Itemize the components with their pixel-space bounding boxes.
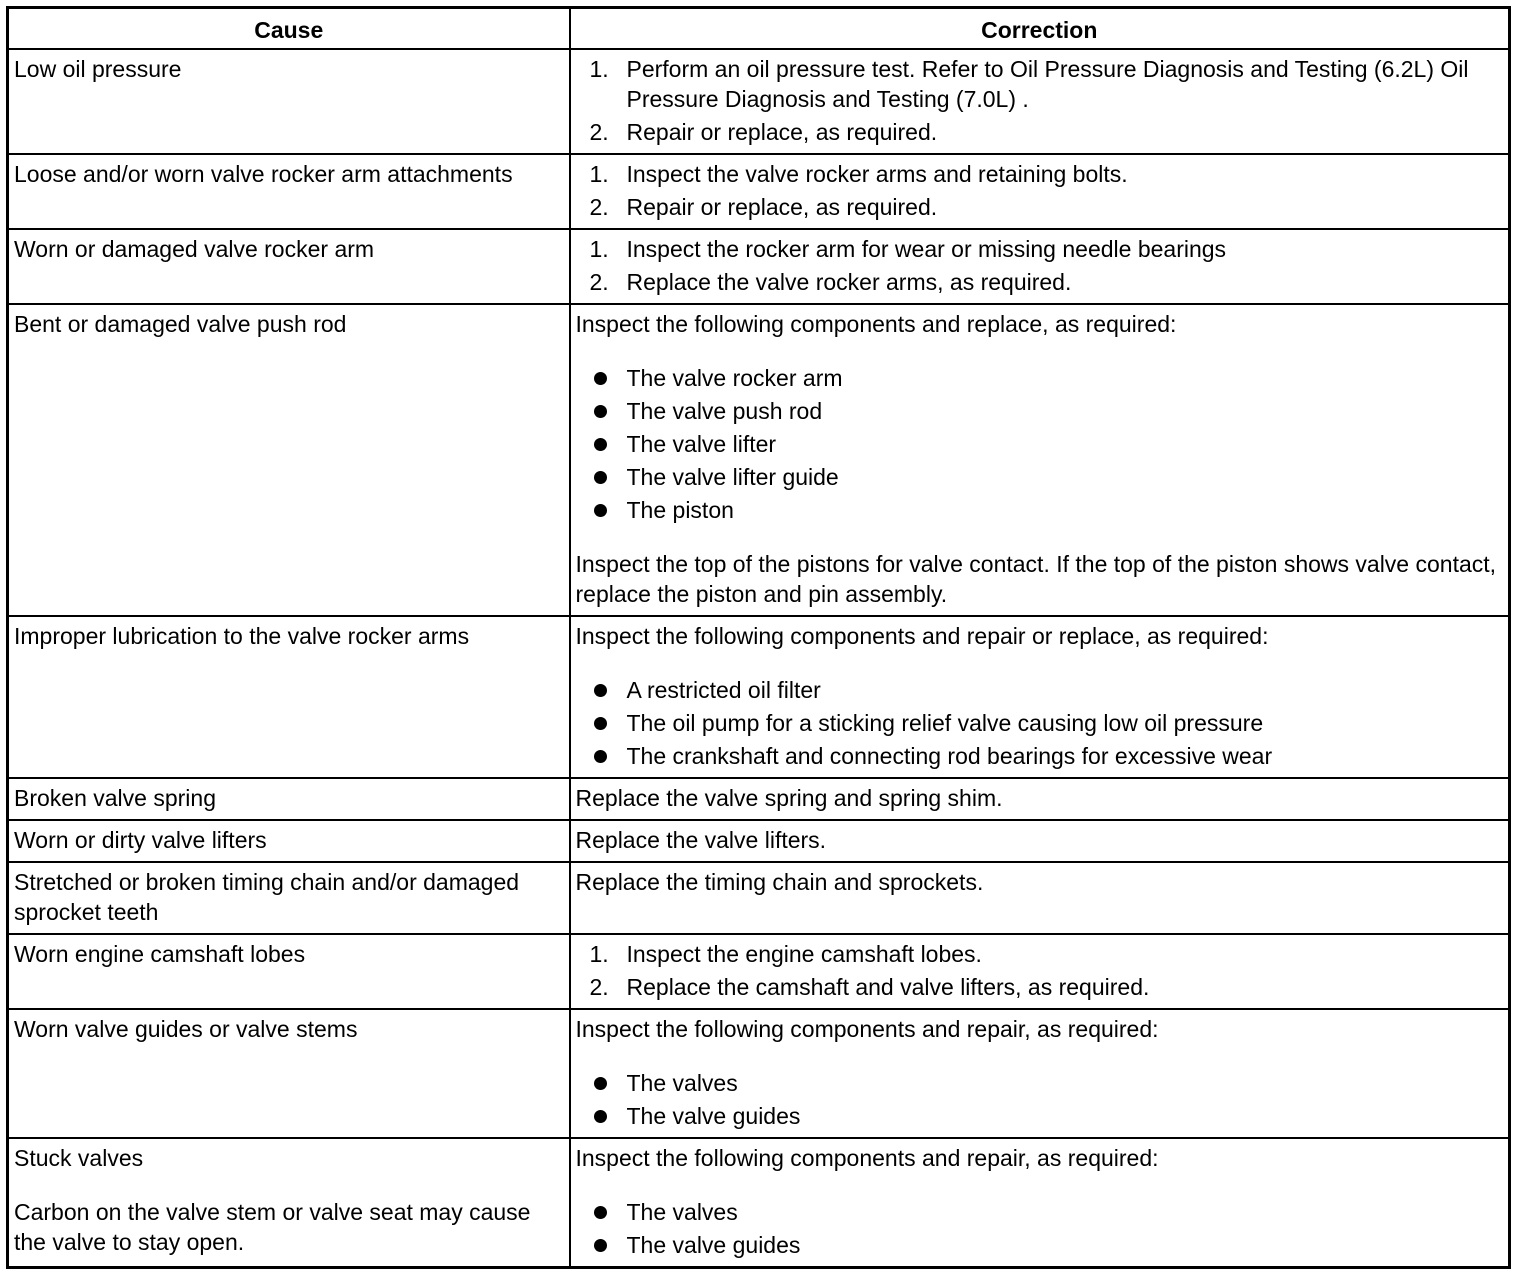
table-row	[8, 1009, 1510, 1138]
table-row	[8, 304, 1510, 616]
correction-outro: Inspect the top of the pistons for valve contact. If the top of the piston shows valve contact, replace the piston and pin assembly.	[575, 551, 1497, 607]
correction-intro: Inspect the following components and replace, as required:	[575, 311, 1177, 337]
step-text: Repair or replace, as required.	[626, 194, 938, 220]
cause-cell: Loose and/or worn valve rocker arm attachments	[8, 154, 570, 229]
list-item	[590, 741, 1504, 771]
list-item	[590, 1230, 1504, 1260]
correction-cell	[570, 154, 1510, 229]
bullet-icon	[594, 405, 607, 418]
list-item-text: A restricted oil filter	[626, 677, 821, 703]
step-number: 1.	[589, 56, 609, 82]
list-item-text: The valve lifter	[626, 431, 777, 457]
step-number: 1.	[589, 236, 609, 262]
list-item-text: The valves	[626, 1070, 738, 1096]
list-item	[590, 1101, 1504, 1131]
header-row	[8, 8, 1510, 50]
bullet-icon	[594, 504, 607, 517]
correction-step	[590, 117, 1504, 147]
cause-cell	[8, 1138, 570, 1268]
step-text: Inspect the valve rocker arms and retaining bolts.	[626, 161, 1128, 187]
list-item-text: The valve guides	[626, 1103, 801, 1129]
bullet-icon	[594, 1077, 607, 1090]
correction-step	[590, 234, 1504, 264]
cause-cell: Improper lubrication to the valve rocker arms	[8, 616, 570, 778]
list-item	[590, 429, 1504, 459]
list-item	[590, 1197, 1504, 1227]
bullet-icon	[594, 1206, 607, 1219]
cause-cell: Worn or damaged valve rocker arm	[8, 229, 570, 304]
bullet-icon	[594, 1239, 607, 1252]
correction-cell	[570, 49, 1510, 154]
correction-step	[590, 159, 1504, 189]
bullet-icon	[594, 471, 607, 484]
correction-cell	[570, 1138, 1510, 1268]
correction-cell	[570, 229, 1510, 304]
step-number: 2.	[589, 974, 609, 1000]
list-item	[590, 462, 1504, 492]
cause-cell: Worn valve guides or valve stems	[8, 1009, 570, 1138]
step-number: 2.	[589, 269, 609, 295]
correction-step	[590, 939, 1504, 969]
list-item-text: The valve guides	[626, 1232, 801, 1258]
correction-step	[590, 267, 1504, 297]
diagnostic-table-container	[6, 6, 1511, 1269]
cause-note: Carbon on the valve stem or valve seat may cause the valve to stay open.	[14, 1199, 531, 1255]
list-item	[590, 363, 1504, 393]
correction-intro: Inspect the following components and repair, as required:	[575, 1016, 1159, 1042]
bullet-icon	[594, 684, 607, 697]
list-item	[590, 495, 1504, 525]
component-list	[576, 675, 1504, 771]
step-text: Inspect the engine camshaft lobes.	[626, 941, 982, 967]
correction-steps	[576, 159, 1504, 222]
cause-cell: Low oil pressure	[8, 49, 570, 154]
correction-cell: Replace the valve spring and spring shim.	[570, 778, 1510, 820]
correction-cell	[570, 934, 1510, 1009]
table-row	[8, 616, 1510, 778]
list-item	[590, 675, 1504, 705]
correction-cell	[570, 1009, 1510, 1138]
bullet-icon	[594, 438, 607, 451]
diagnostic-table	[6, 6, 1511, 1269]
component-list	[576, 1068, 1504, 1131]
list-item-text: The valves	[626, 1199, 738, 1225]
table-row	[8, 934, 1510, 1009]
step-text: Perform an oil pressure test. Refer to Oil Pressure Diagnosis and Testing (6.2L) Oil Pressure Diagnosis and Testing (7.0L) .	[626, 56, 1469, 112]
step-text: Inspect the rocker arm for wear or missing needle bearings	[626, 236, 1227, 262]
correction-intro: Inspect the following components and repair, as required:	[575, 1145, 1159, 1171]
cause-cell: Broken valve spring	[8, 778, 570, 820]
component-list	[576, 363, 1504, 525]
cause-cell: Worn engine camshaft lobes	[8, 934, 570, 1009]
list-item	[590, 396, 1504, 426]
step-number: 1.	[589, 161, 609, 187]
table-row	[8, 229, 1510, 304]
cause-cell: Worn or dirty valve lifters	[8, 820, 570, 862]
cause-text: Stuck valves	[14, 1145, 144, 1171]
list-item	[590, 708, 1504, 738]
cause-cell: Stretched or broken timing chain and/or damaged sprocket teeth	[8, 862, 570, 934]
table-row	[8, 154, 1510, 229]
cause-cell: Bent or damaged valve push rod	[8, 304, 570, 616]
list-item-text: The piston	[626, 497, 734, 523]
correction-cell	[570, 304, 1510, 616]
list-item-text: The valve rocker arm	[626, 365, 843, 391]
table-row	[8, 862, 1510, 934]
list-item-text: The valve push rod	[626, 398, 823, 424]
list-item	[590, 1068, 1504, 1098]
correction-steps	[576, 54, 1504, 147]
correction-step	[590, 54, 1504, 114]
correction-step	[590, 192, 1504, 222]
step-number: 1.	[589, 941, 609, 967]
step-text: Repair or replace, as required.	[626, 119, 938, 145]
correction-column-header: Correction	[570, 8, 1510, 50]
list-item-text: The valve lifter guide	[626, 464, 839, 490]
step-number: 2.	[589, 194, 609, 220]
bullet-icon	[594, 1110, 607, 1123]
bullet-icon	[594, 372, 607, 385]
list-item-text: The crankshaft and connecting rod bearings for excessive wear	[626, 743, 1273, 769]
correction-cell: Replace the timing chain and sprockets.	[570, 862, 1510, 934]
correction-steps	[576, 234, 1504, 297]
cause-column-header: Cause	[8, 8, 570, 50]
bullet-icon	[594, 750, 607, 763]
step-number: 2.	[589, 119, 609, 145]
table-row	[8, 49, 1510, 154]
bullet-icon	[594, 717, 607, 730]
list-item-text: The oil pump for a sticking relief valve causing low oil pressure	[626, 710, 1264, 736]
step-text: Replace the camshaft and valve lifters, as required.	[626, 974, 1150, 1000]
correction-intro: Inspect the following components and repair or replace, as required:	[575, 623, 1269, 649]
correction-cell	[570, 616, 1510, 778]
correction-cell: Replace the valve lifters.	[570, 820, 1510, 862]
table-row	[8, 820, 1510, 862]
correction-steps	[576, 939, 1504, 1002]
step-text: Replace the valve rocker arms, as required.	[626, 269, 1072, 295]
table-row	[8, 778, 1510, 820]
table-row	[8, 1138, 1510, 1268]
component-list	[576, 1197, 1504, 1260]
correction-step	[590, 972, 1504, 1002]
